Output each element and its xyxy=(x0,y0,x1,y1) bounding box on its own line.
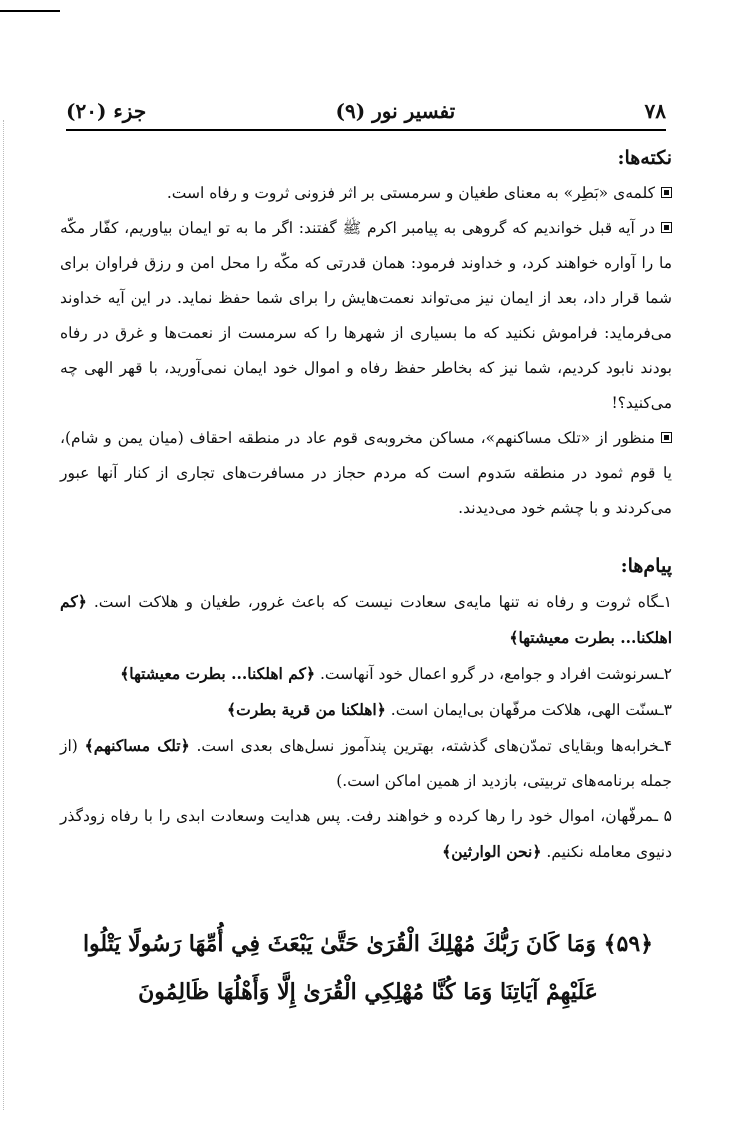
page-header xyxy=(66,96,666,126)
messages-title: پیام‌ها: xyxy=(620,555,672,577)
margin-dots xyxy=(3,120,4,1110)
square-bullet-icon xyxy=(661,187,672,198)
header-rule xyxy=(66,129,666,131)
square-bullet-icon xyxy=(661,222,672,233)
message-item: ۳ـسنّت الهی، هلاکت مرفّهان بی‌ایمان است. ﴿اهلکنا من قریة بطرت﴾ xyxy=(227,700,672,719)
book-title: تفسیر نور (۹) xyxy=(335,99,456,123)
verse-line-2: عَلَيْهِمْ آيَاتِنَا وَمَا كُنَّا مُهْلِكِي الْقُرَىٰ إِلَّا وَأَهْلُهَا ظَالِمُونَ xyxy=(138,979,598,1005)
part-label: جزء (۲۰) xyxy=(66,99,147,123)
top-rule xyxy=(0,10,60,12)
note-item: کلمه‌ی «بَطِر» به معنای طغیان و سرمستی بر اثر فزونی ثروت و رفاه است. xyxy=(60,176,672,211)
message-item: ۴ـخرابه‌ها وبقایای تمدّن‌های گذشته، بهترین پندآموز نسل‌های بعدی است. ﴿تلک مساکنهم﴾ (از جمله برنامه‌های تربیتی، بازدید از همین اماکن است.) xyxy=(60,736,673,790)
message-item: ۲ـسرنوشت افراد و جوامع، در گرو اعمال خود آنهاست. ﴿کم اهلکنا... بطرت معیشتها﴾ xyxy=(120,664,672,683)
message-item: ۱ـگاه ثروت و رفاه نه تنها مایه‌ی سعادت نیست که باعث غرور، طغیان و هلاکت است. ﴿کم اهلکنا... بطرت معیشتها﴾ xyxy=(60,592,672,647)
note-item: در آیه قبل خواندیم که گروهی به پیامبر اکرم ﷺ گفتند: اگر ما به تو ایمان بیاوریم، کفّار مکّه ما را آواره خواهند کرد، و خداوند فرمود: همان قدرتی که مکّه را محل امن و رزق فراوان برای شما قرار داد، بعد از ایمان نیز می‌تواند نعمت‌هایش را برای شما حفظ نماید. در این آیه خداوند می‌فرماید: فراموش نکنید که ما بسیاری از شهرها را که سرمست از نعمت‌ها و غرق در رفاه بودند نابود کردیم، شما نیز که بخاطر حفظ رفاه و اموال خود ایمان نمی‌آورید، با قهر الهی چه می‌کنید؟! xyxy=(60,219,672,412)
square-bullet-icon xyxy=(661,432,672,443)
verse-line-1: ﴿۵۹﴾ وَمَا كَانَ رَبُّكَ مُهْلِكَ الْقُرَىٰ حَتَّىٰ يَبْعَثَ فِي أُمِّهَا رَسُولًا يَتْلُوا xyxy=(82,931,654,957)
notes-title: نکته‌ها: xyxy=(617,147,672,169)
quran-verse xyxy=(70,920,666,1016)
page-content xyxy=(60,140,672,870)
note-item: منظور از «تلک مساکنهم»، مساکن مخروبه‌ی قوم عاد در منطقه احقاف (میان یمن و شام)، یا قوم ثمود در منطقه سَدوم است که مردم حجاز در مسافرت‌های تجاری از کنار آنها عبور می‌کردند و با چشم خود می‌دیدند. xyxy=(60,429,672,517)
page-number: ۷۸ xyxy=(644,99,666,123)
verse-number: ﴿۵۹﴾ xyxy=(603,931,654,957)
message-item: ۵ ـمرفّهان، اموال خود را رها کرده و خواهند رفت. پس هدایت وسعادت ابدی را با رفاه زودگذر دنیوی معامله نکنیم. ﴿نحن الوارثین﴾ xyxy=(60,807,672,861)
